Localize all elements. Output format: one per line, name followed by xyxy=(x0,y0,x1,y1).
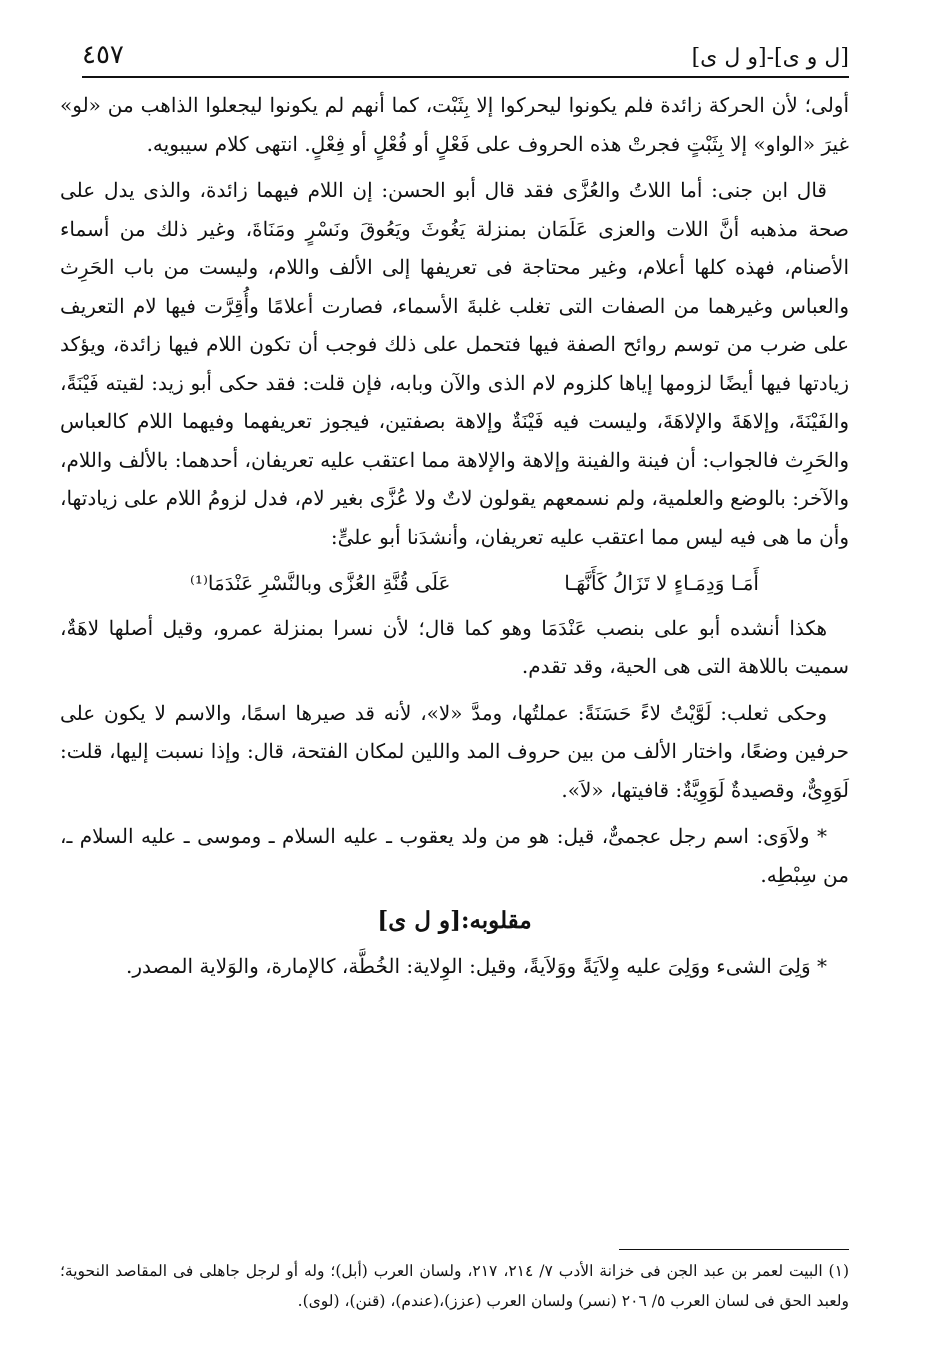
footnote-1: (١) البيت لعمر بن عبد الجن فى خزانة الأدب ٧/ ٢١٤، ٢١٧، ولسان العرب (أبل)؛ وله أو لرجل جاهلى فى المقاصد النحوية؛ ولعبد الحق فى لسان العرب ٥/ ٢٠٦ (نسر) ولسان العرب (عزز)،(عندم)، (قنن)، (لوى). xyxy=(60,1262,849,1310)
main-text xyxy=(60,86,849,993)
footnote-divider xyxy=(619,1249,849,1250)
verse-second-hemistich: عَلَى قُنَّةِ العُزَّى وبالنَّسْرِ عَنْدَمَا⁽¹⁾ xyxy=(190,571,451,595)
paragraph-4: وحكى ثعلب: لَوَّيْتُ لاءً حَسَنَةً: عملتُها، ومدَّ «لا»، لأنه قد صيرها اسمًا، والاسم لا يكون على حرفين وضعًا، واختار الألف من بين حروف المد واللين لمكان الفتحة، قال: وإذا نسبت إليها، قلت: لَوَوِىٌّ، وقصيدةٌ لَوَوِيَّةٌ: قافيتها، «لاَ». xyxy=(60,700,849,802)
running-head: [ل و ى]-[و ل ى] xyxy=(691,45,849,70)
page-number: ٤٥٧ xyxy=(82,40,124,70)
footnotes xyxy=(60,1256,849,1316)
paragraph-3: هكذا أنشده أبو على بنصب عَنْدَمَا وهو كما قال؛ لأن نسرا بمنزلة عمرو، وقيل أصلها لاهَةٌ، سميت باللاهة التى هى الحية، وقد تقدم. xyxy=(60,615,849,678)
paragraph-2: قال ابن جنى: أما اللاتُ والعُزَّى فقد قال أبو الحسن: إن اللام فيهما زائدة، والذى يدل على صحة مذهبه أنَّ اللات والعزى عَلَمَان بمنزلة يَغُوثَ ويَعُوقَ ونَسْرٍ ومَنَاةَ، وغير ذلك من أسماء الأصنام، فهذه كلها أعلام، وغير محتاجة فى تعريفها إلى الألف واللام، وليست من باب الحَرِث والعباس وغيرهما من الصفات التى تغلب غلبةَ الأسماء، فصارت أعلامًا وأُقِرَّت فيها لام التعريف على ضرب من توسم روائح الصفة فيها فتحمل على ذلك فوجب أن تكون اللام فيها زائدة، ويؤكد زيادتها فيها أيضًا لزومها إياها كلزوم لام الذى والآن وبابه، فإن قلت: فقد حكى أبو زيد: لقيته فَيْنَةً، والفَيْنَةَ، وإلاهَةَ والإلاهَةَ، وليست فيه فَيْنَةٌ وإلاهة بصفتين، فيجوز تعريفهما وفيهما اللام كالعباس والحَرِث فالجواب: أن فينة والفينة وإلاهة والإلاهة مما اعتقب عليه تعريفان، أحدهما: بالألف واللام، والآخر: بالوضع والعلمية، ولم نسمعهم يقولون لاتٌ ولا عُزَّى بغير لام، فدل لزومُ اللام على زيادتها، وأن ما هى فيه ليس مما اعتقب عليه تعريفان، وأنشدَنا أبو علىٍّ: xyxy=(60,178,850,549)
paragraph-6: * وَلِىَ الشىء ووَلِىَ عليه وِلاَيَةً ووَلاَيةً، وقيل: الوِلاية: الخُطَّة، كالإمارة، والوَلاية المصدر. xyxy=(125,953,827,978)
section-heading: مقلوبه:[و ل ى] xyxy=(377,907,532,934)
paragraph-1: أولى؛ لأن الحركة زائدة فلم يكونوا ليحركوا إلا بِثَبْت، كما أنهم لم يكونوا ليجعلوا الذاهب من «لو» غيرَ «الواو» إلا بِثَبْتٍ فجرتْ هذه الحروف على فَعْلٍ أو فُعْلٍ أو فِعْلٍ. انتهى كلام سيبويه. xyxy=(60,93,849,156)
verse-first-hemistich: أَمَـا وَدِمَـاءٍ لا تَزَالُ كَأَنَّهَـا xyxy=(564,571,759,595)
poetry-verse xyxy=(60,564,849,603)
page-header xyxy=(82,30,849,78)
paragraph-5: * ولاَوَى: اسم رجل عجمىٌّ، قيل: هو من ولد يعقوب ـ عليه السلام ـ وموسى ـ عليه السلام ـ، من سِبْطِه. xyxy=(60,824,849,887)
